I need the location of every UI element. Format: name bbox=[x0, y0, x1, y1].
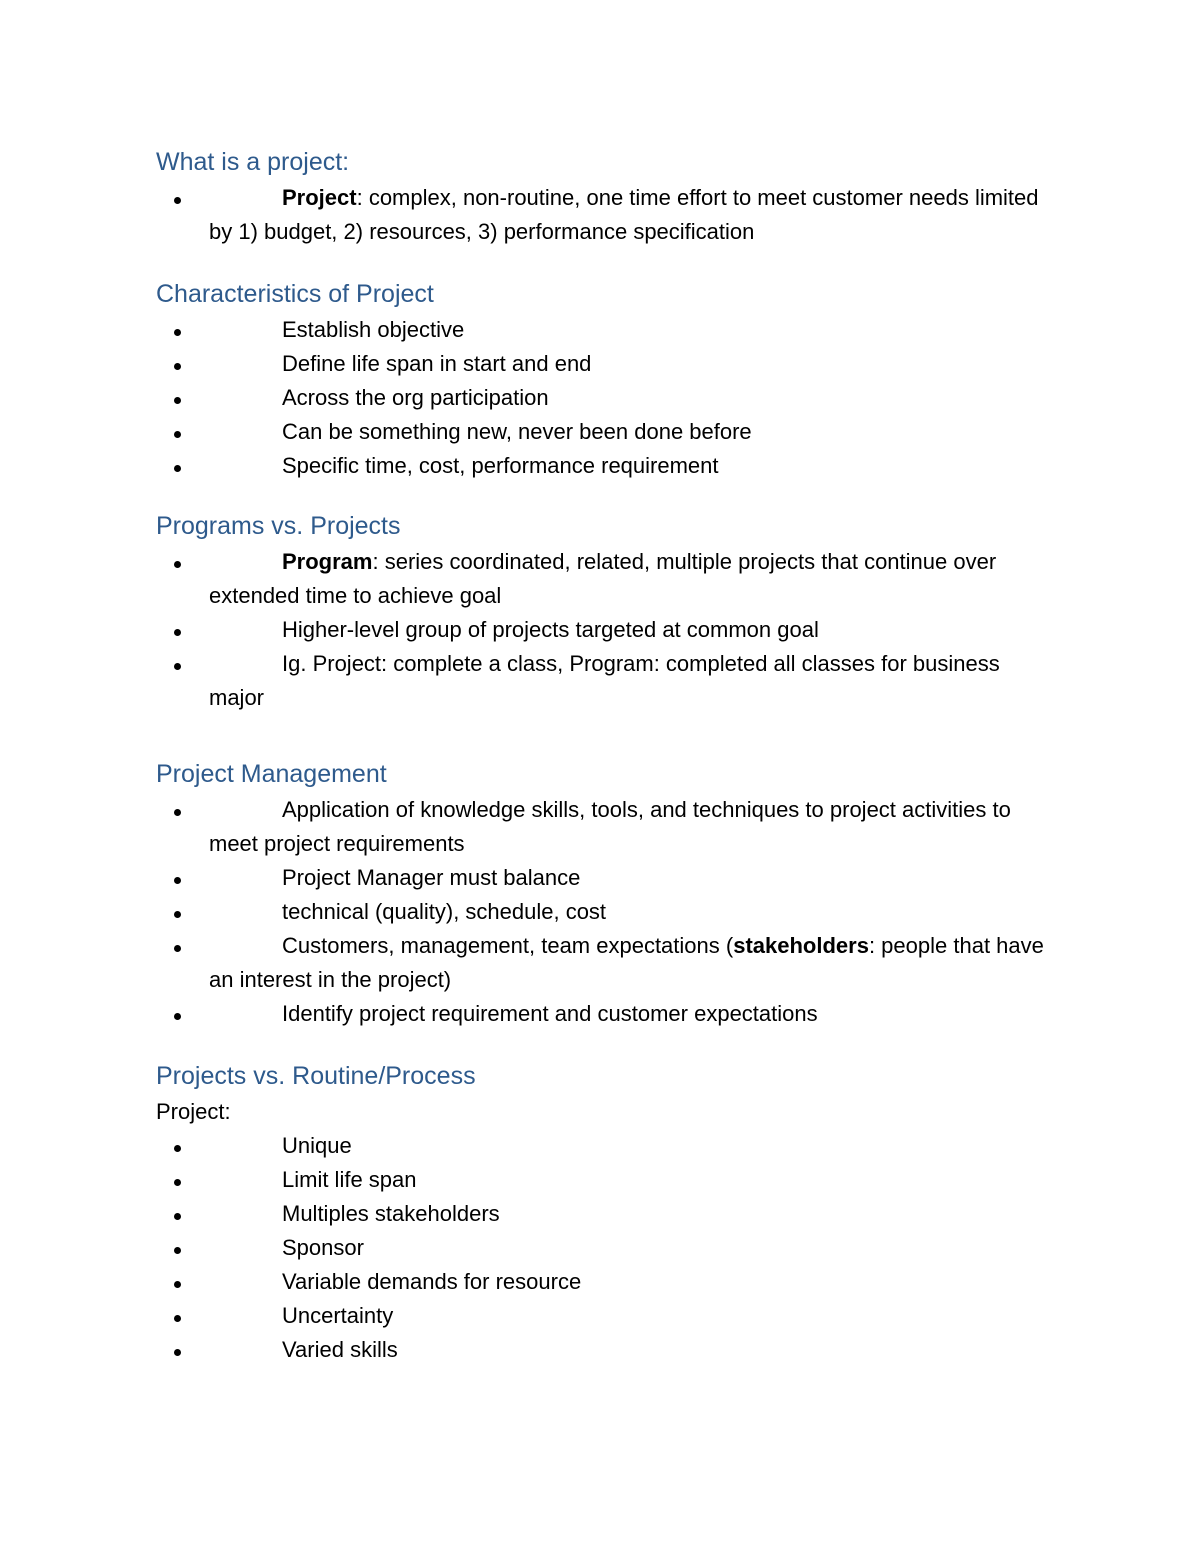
bullet-icon bbox=[174, 397, 181, 404]
list-item bbox=[156, 545, 1056, 613]
list-item-text: Variable demands for resource bbox=[282, 1269, 582, 1294]
section-project-management bbox=[156, 755, 1056, 1031]
subsection-label: Project: bbox=[156, 1099, 231, 1124]
section-heading: Characteristics of Project bbox=[156, 280, 434, 308]
bullet-icon bbox=[174, 1247, 181, 1254]
list-item bbox=[156, 613, 1056, 647]
list-item-pre-text: Customers, management, team expectations ( bbox=[282, 933, 734, 958]
list-item bbox=[156, 449, 1056, 483]
bullet-icon bbox=[174, 1013, 181, 1020]
list-item bbox=[156, 1231, 1056, 1265]
list-item-text: Project Manager must balance bbox=[282, 865, 581, 890]
bullet-icon bbox=[174, 809, 181, 816]
list-item bbox=[156, 861, 1056, 895]
list-item bbox=[156, 1197, 1056, 1231]
list-item bbox=[156, 895, 1056, 929]
list-item-text: Limit life span bbox=[282, 1167, 417, 1192]
bullet-icon bbox=[174, 561, 181, 568]
section-heading: What is a project: bbox=[156, 148, 350, 176]
list-item bbox=[156, 929, 1056, 997]
bullet-list bbox=[156, 545, 1056, 715]
bullet-icon bbox=[174, 877, 181, 884]
section-projects-vs-routine bbox=[156, 1057, 1056, 1367]
bullet-icon bbox=[174, 1349, 181, 1356]
section-programs-vs-projects bbox=[156, 507, 1056, 715]
list-item bbox=[156, 313, 1056, 347]
list-item-text: Ig. Project: complete a class, Program: completed all classes for business major bbox=[209, 651, 1000, 710]
list-item-text: Across the org participation bbox=[282, 385, 549, 410]
bullet-list bbox=[156, 313, 1056, 483]
list-item bbox=[156, 647, 1056, 715]
bullet-icon bbox=[174, 363, 181, 370]
bullet-icon bbox=[174, 329, 181, 336]
list-item-text: : people that have an interest in the project) bbox=[209, 933, 1044, 992]
list-item bbox=[156, 1163, 1056, 1197]
section-heading: Programs vs. Projects bbox=[156, 512, 401, 540]
bullet-list bbox=[156, 793, 1056, 1031]
bullet-icon bbox=[174, 663, 181, 670]
bullet-icon bbox=[174, 629, 181, 636]
list-item-text: Uncertainty bbox=[282, 1303, 394, 1328]
list-item bbox=[156, 415, 1056, 449]
list-item-text: Specific time, cost, performance requirement bbox=[282, 453, 719, 478]
section-what-is-a-project bbox=[156, 143, 1056, 249]
bullet-icon bbox=[174, 1281, 181, 1288]
list-item-text: Higher-level group of projects targeted at common goal bbox=[282, 617, 819, 642]
list-item bbox=[156, 381, 1056, 415]
term-bold: stakeholders bbox=[733, 933, 869, 958]
term-bold: Project bbox=[282, 185, 357, 210]
list-item-text: Identify project requirement and customer expectations bbox=[282, 1001, 818, 1026]
list-item bbox=[156, 181, 1056, 249]
list-item-text: Unique bbox=[282, 1133, 352, 1158]
list-item bbox=[156, 997, 1056, 1031]
list-item bbox=[156, 1333, 1056, 1367]
list-item-text: technical (quality), schedule, cost bbox=[282, 899, 607, 924]
bullet-icon bbox=[174, 431, 181, 438]
list-item-text: : complex, non-routine, one time effort to meet customer needs limited by 1) budget, 2) resources, 3) performance specification bbox=[209, 185, 1039, 244]
list-item bbox=[156, 1299, 1056, 1333]
bullet-icon bbox=[174, 1145, 181, 1152]
bullet-icon bbox=[174, 197, 181, 204]
list-item bbox=[156, 1129, 1056, 1163]
section-heading: Project Management bbox=[156, 760, 387, 788]
bullet-icon bbox=[174, 1179, 181, 1186]
section-characteristics bbox=[156, 275, 1056, 483]
bullet-icon bbox=[174, 1315, 181, 1322]
list-item-text: Can be something new, never been done before bbox=[282, 419, 752, 444]
bullet-list bbox=[156, 1129, 1056, 1367]
bullet-icon bbox=[174, 1213, 181, 1220]
document-page bbox=[156, 143, 1056, 1367]
list-item-text: Multiples stakeholders bbox=[282, 1201, 500, 1226]
section-heading: Projects vs. Routine/Process bbox=[156, 1062, 476, 1090]
list-item-text: Varied skills bbox=[282, 1337, 398, 1362]
bullet-icon bbox=[174, 911, 181, 918]
list-item bbox=[156, 347, 1056, 381]
list-item bbox=[156, 793, 1056, 861]
list-item-text: Define life span in start and end bbox=[282, 351, 592, 376]
list-item-text: Application of knowledge skills, tools, and techniques to project activities to meet project requirements bbox=[209, 797, 1011, 856]
list-item-text: : series coordinated, related, multiple projects that continue over extended time to achieve goal bbox=[209, 549, 997, 608]
bullet-icon bbox=[174, 465, 181, 472]
bullet-list bbox=[156, 181, 1056, 249]
list-item-text: Sponsor bbox=[282, 1235, 364, 1260]
term-bold: Program bbox=[282, 549, 373, 574]
bullet-icon bbox=[174, 945, 181, 952]
list-item-text: Establish objective bbox=[282, 317, 465, 342]
list-item bbox=[156, 1265, 1056, 1299]
